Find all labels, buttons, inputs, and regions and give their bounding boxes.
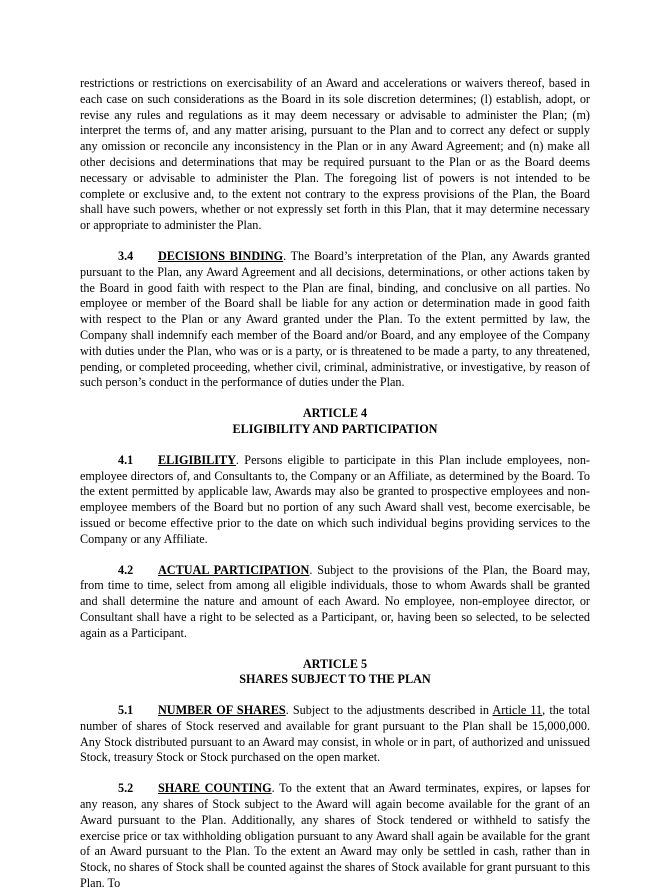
article-11-reference: Article 11 [492, 703, 543, 718]
section-number: 5.2 [118, 781, 134, 796]
section-heading: DECISIONS BINDING [158, 248, 284, 263]
section-text: . Subject to the provisions of the Plan, the Board may, from time to time, select from among all eligible individuals, those to whom Awards shall be granted and shall determine the nature and amount of each Award. No employee, non-employee director, or Consultant shall have a right to be selected as a Participant, or, having been so selected, to be selected again as a Participant. [80, 562, 590, 640]
article-label: ARTICLE 4 [302, 406, 368, 421]
section-text: . Subject to the adjustments described in [285, 703, 493, 718]
article-title: SHARES SUBJECT TO THE PLAN [239, 672, 431, 687]
section-text-continued: , the total number of shares of Stock reserved and available for grant pursuant to the Plan shall be 15,000,000. Any Stock distributed pursuant to an Award may consist, in whole or in part, of authorized and unissued Stock, treasury Stock or Stock purchased on the open market. [80, 703, 591, 765]
section-3-4 [80, 249, 590, 391]
section-number: 3.4 [118, 248, 134, 263]
section-heading: SHARE COUNTING [158, 781, 272, 796]
article-5-header [80, 657, 590, 689]
section-text: . To the extent that an Award terminates, expires, or lapses for any reason, any shares of Stock subject to the Award will again become available for the grant of an Award pursuant to the Plan. Additionally, any shares of Stock tendered or withheld to satisfy the exercise price or tax withholding obligation pursuant to any Award shall again be available for the grant of an Award pursuant to the Plan. To the extent an Award may only be settled in cash, rather than in Stock, no shares of Stock shall be counted against the shares of Stock available for grant pursuant to this Plan. To [80, 781, 591, 891]
section-4-1 [80, 453, 590, 548]
article-4-header [80, 406, 590, 438]
section-5-1 [80, 703, 590, 766]
section-number: 4.2 [118, 562, 134, 577]
section-4-2 [80, 563, 590, 642]
section-5-2 [80, 781, 590, 892]
article-label: ARTICLE 5 [302, 656, 368, 671]
section-heading: ACTUAL PARTICIPATION [158, 562, 310, 577]
section-number: 4.1 [118, 452, 134, 467]
section-heading: ELIGIBILITY [158, 452, 236, 467]
section-number: 5.1 [118, 703, 134, 718]
section-text: . Persons eligible to participate in this Plan include employees, non-employee directors of, and Consultants to, the Company or an Affiliate, as determined by the Board. To the extent permitted by applicable law, Awards may also be granted to prospective employees and non-employee members of the Board but no portion of any such Award shall vest, become exercisable, be issued or become effective prior to the date on which such individual begins providing services to the Company or any Affiliate. [80, 452, 590, 546]
continuation-paragraph: restrictions or restrictions on exercisability of an Award and accelerations or waivers thereof, based in each case on such considerations as the Board in its sole discretion determines; (l) establish, adopt, or revise any rules and regulations as it may deem necessary or advisable to administer the Plan; (m) interpret the terms of, and any matter arising, pursuant to the Plan and to correct any defect or supply any omission or reconcile any inconsistency in the Plan or in any Award Agreement; and (n) make all other decisions and determinations that may be required pursuant to the Plan or as the Board deems necessary or advisable to administer the Plan. The foregoing list of powers is not intended to be complete or exclusive and, to the extent not contrary to the express provisions of the Plan, the Board shall have such powers, whether or not expressly set forth in this Plan, that it may determine necessary or appropriate to administer the Plan. [80, 76, 590, 233]
article-title: ELIGIBILITY AND PARTICIPATION [232, 421, 438, 436]
section-text: . The Board’s interpretation of the Plan, any Awards granted pursuant to the Plan, any Award Agreement and all decisions, determinations, or other actions taken by the Board in good faith with respect to the Plan are final, binding, and conclusive on all parties. No employee or member of the Board shall be liable for any action or determination made in good faith with respect to the Plan or any Award granted under the Plan. To the extent permitted by law, the Company shall indemnify each member of the Board and/or Board, and any employee of the Company with duties under the Plan, who was or is a party, or is threatened to be made a party, to any threatened, pending, or completed proceeding, whether civil, criminal, administrative, or investigative, by reason of such person’s conduct in the performance of duties under the Plan. [80, 248, 590, 390]
section-heading: NUMBER OF SHARES [158, 703, 286, 718]
